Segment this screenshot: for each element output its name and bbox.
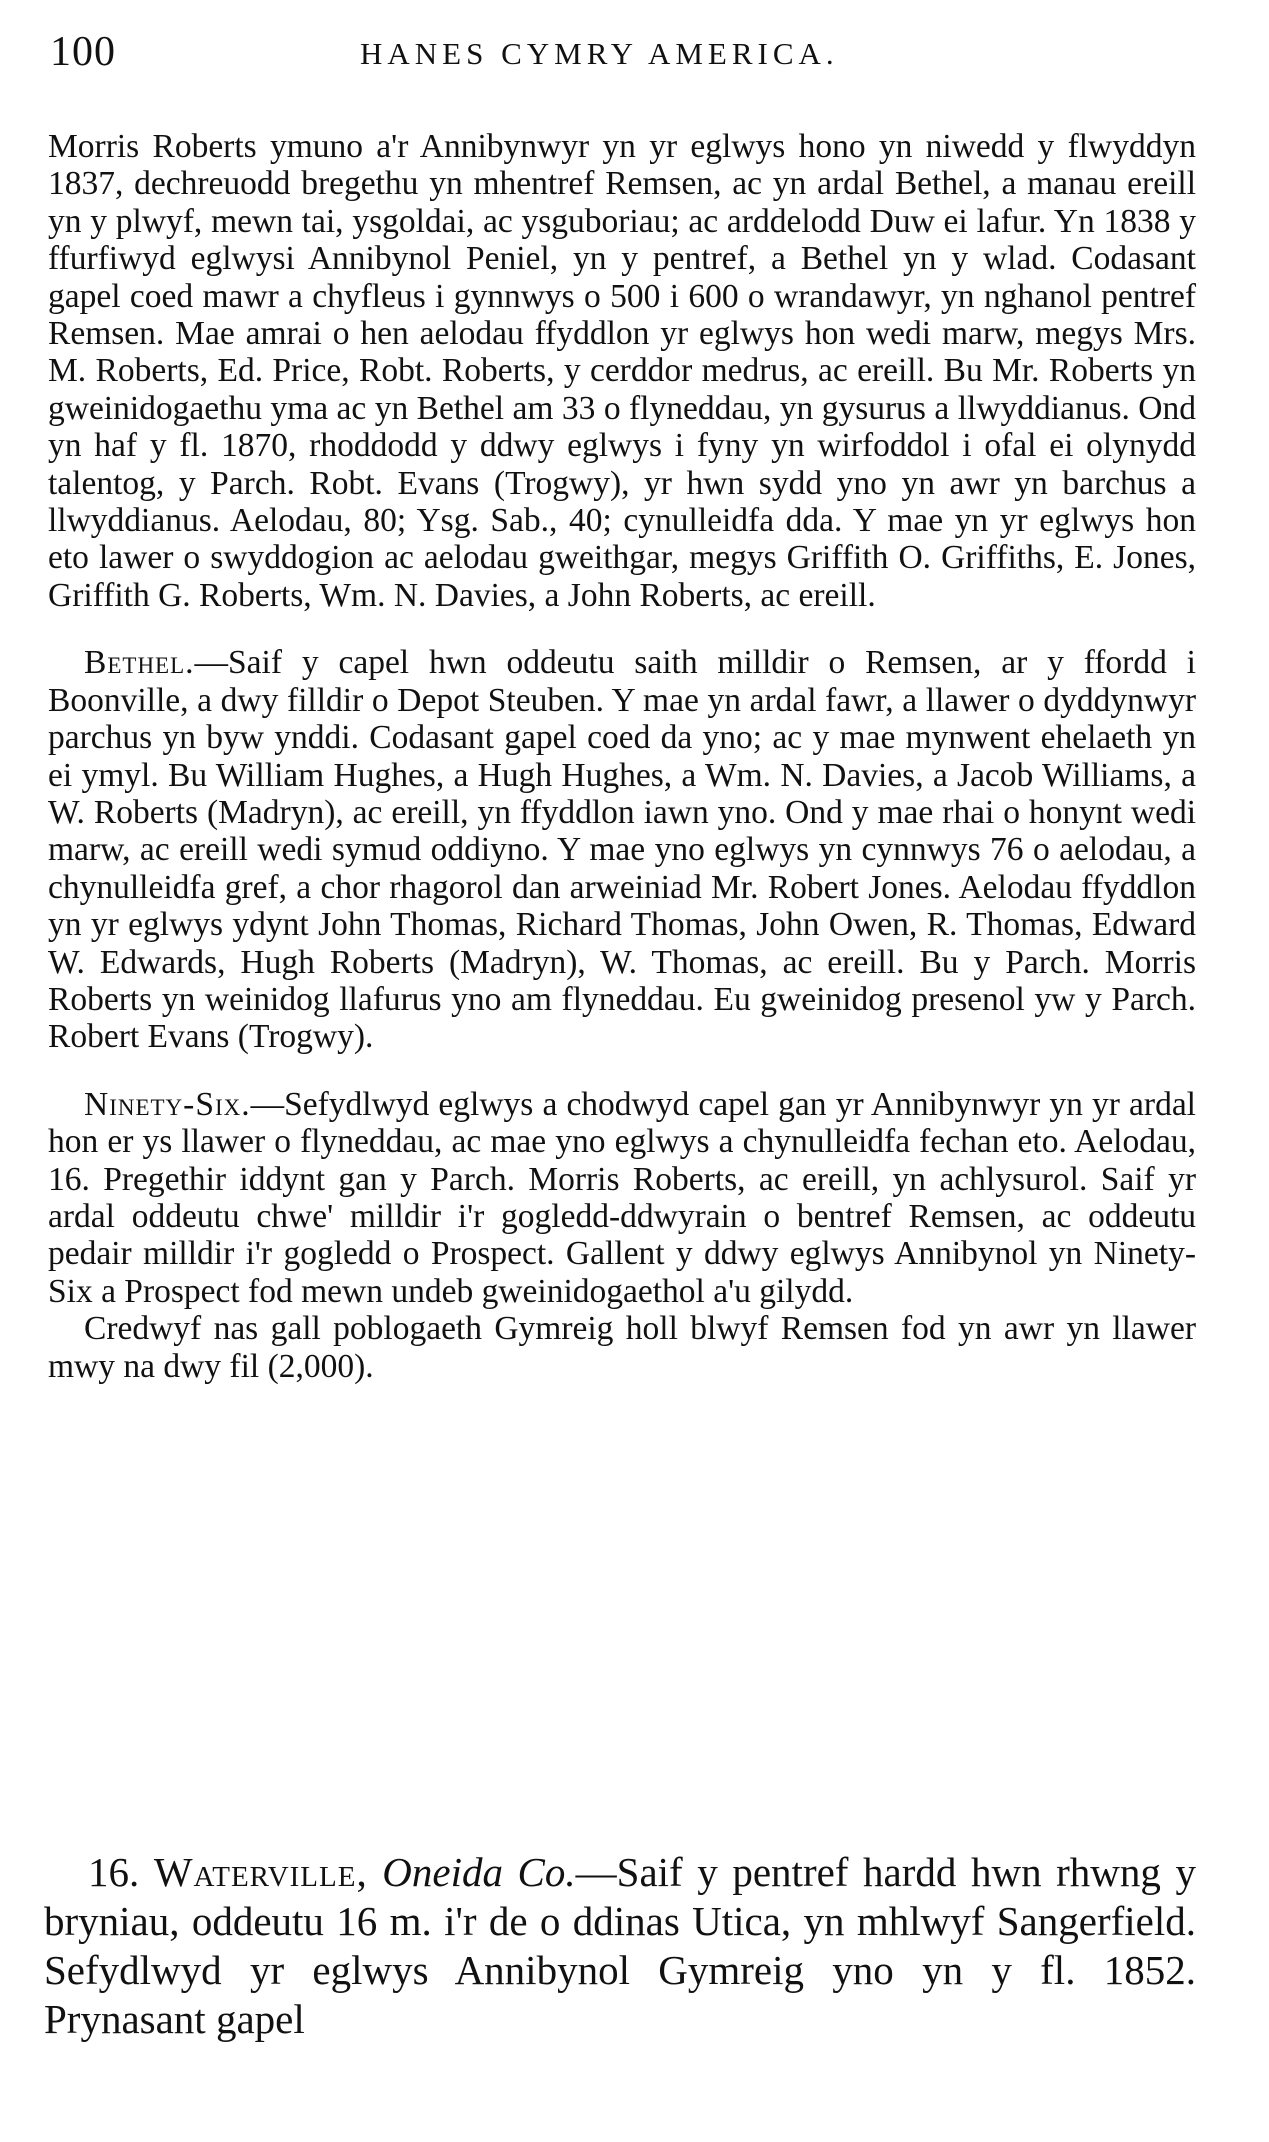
body-text [48,128,1196,1385]
county-name: Oneida Co. [382,1849,576,1895]
section-heading-waterville: Waterville, [153,1849,368,1895]
page-number: 100 [50,29,116,75]
paragraph-remsen-peniel: Morris Roberts ymuno a'r Annibynwyr yn yr eglwys hono yn niwedd y flwyddyn 1837, dechreuodd bregethu yn mhentref Remsen, ac yn ardal Bethel, a manau ereill yn y plwyf, mewn tai, ysgoldai, ac ysguboriau; ac arddelodd Duw ei lafur. Yn 1838 y ffurfiwyd eglwysi Annibynol Peniel, yn y pentref, a Bethel yn y wlad. Codasant gapel coed mawr a chyfleus i gynnwys o 500 i 600 o wrandawyr, yn nghanol pentref Remsen. Mae amrai o hen aelodau ffyddlon yr eglwys hon wedi marw, megys Mrs. M. Roberts, Ed. Price, Robt. Roberts, y cerddor medrus, ac ereill. Bu Mr. Roberts yn gweinidogaethu yma ac yn Bethel am 33 o flyneddau, yn gysurus a llwyddianus. Ond yn haf y fl. 1870, rhoddodd y ddwy eglwys i fyny yn wirfoddol i ofal ei olynydd talentog, y Parch. Robt. Evans (Trogwy), yr hwn sydd yno yn awr yn barchus a llwyddianus. Aelodau, 80; Ysg. Sab., 40; cynulleidfa dda. Y mae yn yr eglwys hon eto lawer o swyddogion ac aelodau gweithgar, megys Griffith O. Griffiths, E. Jones, Griffith G. Roberts, Wm. N. Davies, a John Roberts, ac ereill. [48,128,1196,614]
paragraph-bethel-text: —Saif y capel hwn oddeutu saith milldir o Remsen, ar y ffordd i Boonville, a dwy filldir o Depot Steuben. Y mae yn ardal fawr, a llawer o dyddynwyr parchus yn byw ynddi. Codasant gapel coed da yno; ac y mae mynwent ehelaeth yn ei ymyl. Bu William Hughes, a Hugh Hughes, a Wm. N. Davies, a Jacob Williams, a W. Roberts (Madryn), ac ereill, yn ffyddlon iawn yno. Ond y mae rhai o honynt wedi marw, ac ereill wedi symud oddiyno. Y mae yno eglwys yn cynnwys 76 o aelodau, a chynulleidfa gref, a chor rhagorol dan arweiniad Mr. Robert Jones. Aelodau ffyddlon yn yr eglwys ydynt John Thomas, Richard Thomas, John Owen, R. Thomas, Edward W. Edwards, Hugh Roberts (Madryn), W. Thomas, ac ereill. Bu y Parch. Morris Roberts yn weinidog llafurus yno am flyneddau. Eu gweinidog presenol yw y Parch. Robert Evans (Trogwy). [48,644,1196,1056]
section-heading-ninety-six: Ninety-Six. [84,1085,251,1123]
page-header [50,24,1220,80]
paragraph-ninety-six [48,1086,1196,1310]
paragraph-waterville [44,1848,1196,2044]
running-head: HANES CYMRY AMERICA. [360,36,839,71]
paragraph-ninety-six-text: —Sefydlwyd eglwys a chodwyd capel gan yr Annibynwyr yn yr ardal hon er ys llawer o flyneddau, ac mae yno eglwys a chynulleidfa fechan eto. Aelodau, 16. Pregethir iddynt gan y Parch. Morris Roberts, ac ereill, yn achlysurol. Saif yr ardal oddeutu chwe' milldir i'r gogledd-ddwyrain o bentref Remsen, ac oddeutu pedair milldir i'r gogledd o Prospect. Gallent y ddwy eglwys Annibynol yn Ninety-Six a Prospect fod mewn undeb gweinidogaethol a'u gilydd. [48,1085,1196,1310]
section-number: 16. [88,1849,140,1895]
large-text-section [44,1848,1196,2044]
section-heading-bethel: Bethel. [84,644,195,682]
paragraph-bethel [48,644,1196,1055]
paragraph-waterville-text: —Saif y pentref hardd hwn rhwng y bryniau, oddeutu 16 m. i'r de o ddinas Utica, yn mhlwyf Sangerfield. Sefydlwyd yr eglwys Annibynol Gymreig yno yn y fl. 1852. Prynasant gapel [44,1849,1196,2042]
paragraph-population: Credwyf nas gall poblogaeth Gymreig holl blwyf Remsen fod yn awr yn llawer mwy na dwy fil (2,000). [48,1310,1196,1385]
